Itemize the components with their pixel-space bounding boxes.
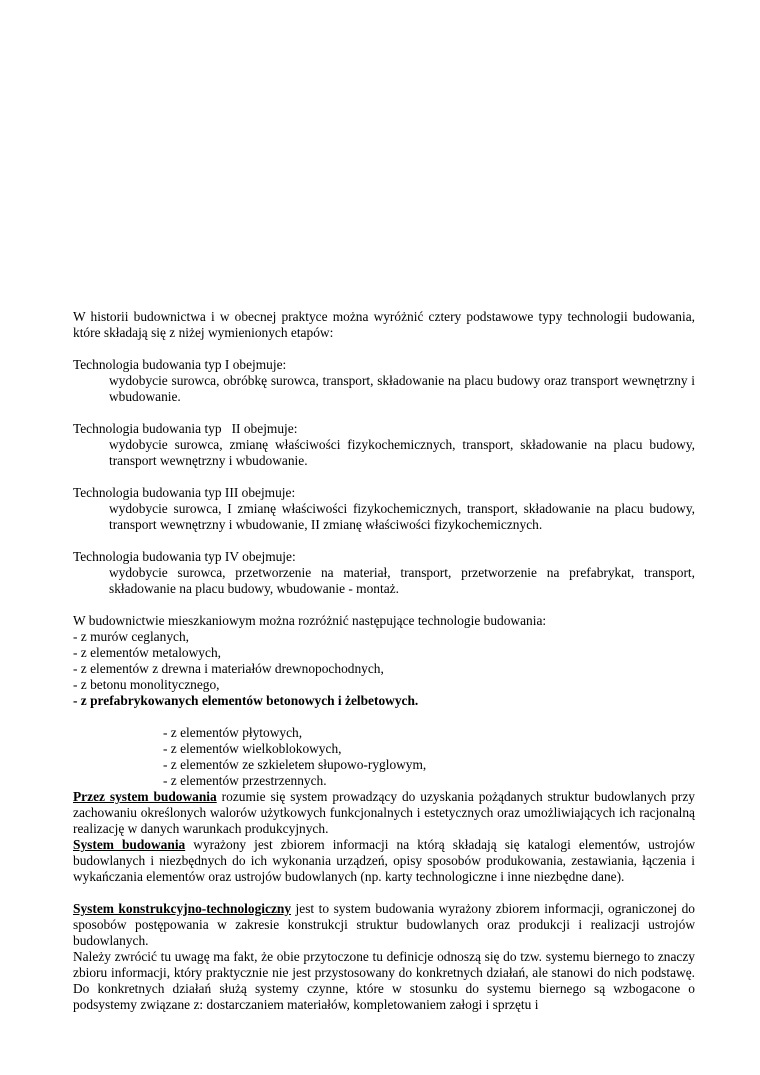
sub-list-item: - z elementów przestrzennych. [163,773,327,788]
definition-2 [73,837,695,885]
type-2-heading: Technologia budowania typ II obejmuje: [73,421,298,436]
sub-list-item: - z elementów wielkoblokowych, [163,741,342,756]
type-3-heading: Technologia budowania typ III obejmuje: [73,485,296,500]
type-4-body: wydobycie surowca, przetworzenie na materiał, transport, przetworzenie na prefabrykat, transport, składowanie na placu budowy, wbudowanie - montaż. [109,565,695,596]
type-4-heading: Technologia budowania typ IV obejmuje: [73,549,296,564]
definition-2-text: wyrażony jest zbiorem informacji na którą składają się katalogi elementów, ustrojów budowlanych i niezbędnych do ich wykonania urządzeń, opisy sposobów produkowania, zestawiania, łączenia i wykańczania elementów oraz ustrojów budowlanych (np. karty technologiczne i inne niezbędne dane). [73,837,695,884]
definition-2-term: System budowania [73,837,186,852]
final-paragraph: Należy zwrócić tu uwagę ma fakt, że obie przytoczone tu definicje odnoszą się do tzw. systemu biernego to znaczy zbioru informacji, który praktycznie nie jest przystosowany do konkretnych działań, ale stanowi do nich podstawę. Do konkretnych działań służą systemy czynne, które w stosunku do systemu biernego są wzbogacone o podsystemy związane z: dostarczaniem materiałów, kompletowaniem załogi i sprzętu i [73,949,695,1012]
definition-3-text: jest to system budowania wyrażony zbiorem informacji, ograniczonej do sposobów postępowania w zakresie konstrukcji struktur budowlanych oraz produkcji i realizacji ustrojów budowlanych. [73,901,695,948]
sub-list-item: - z elementów ze szkieletem słupowo-ryglowym, [163,757,427,772]
list-item: - z elementów z drewna i materiałów drewnopochodnych, [73,661,384,676]
list-item: - z elementów metalowych, [73,645,221,660]
definition-1 [73,789,695,837]
definition-1-text: rozumie się system prowadzący do uzyskania pożądanych struktur budowlanych przy zachowaniu określonych walorów użytkowych funkcjonalnych i estetycznych oraz umożliwiających ich racjonalną realizację w danych warunkach produkcyjnych. [73,789,695,836]
list-item-bold: - z prefabrykowanych elementów betonowych i żelbetowych. [73,693,419,708]
sub-list-item: - z elementów płytowych, [163,725,303,740]
document-page [73,309,695,1013]
type-1-heading: Technologia budowania typ I obejmuje: [73,357,287,372]
intro-paragraph: W historii budownictwa i w obecnej praktyce można wyróżnić cztery podstawowe typy technologii budowania, które składają się z niżej wymienionych etapów: [73,309,695,340]
type-3-body: wydobycie surowca, I zmianę właściwości fizykochemicznych, transport, składowanie na placu budowy, transport wewnętrzny i wbudowanie, II zmianę właściwości fizykochemicznych. [109,501,695,532]
definition-3-term: System konstrukcyjno-technologiczny [73,901,292,916]
list-item: - z betonu monolitycznego, [73,677,220,692]
type-1-body: wydobycie surowca, obróbkę surowca, transport, składowanie na placu budowy oraz transport wewnętrzny i wbudowanie. [109,373,695,404]
type-2-body: wydobycie surowca, zmianę właściwości fizykochemicznych, transport, składowanie na placu budowy, transport wewnętrzny i wbudowanie. [109,437,695,468]
definition-3 [73,901,695,949]
residential-intro: W budownictwie mieszkaniowym można rozróżnić następujące technologie budowania: [73,613,547,628]
list-item: - z murów ceglanych, [73,629,190,644]
definition-1-term: Przez system budowania [73,789,217,804]
